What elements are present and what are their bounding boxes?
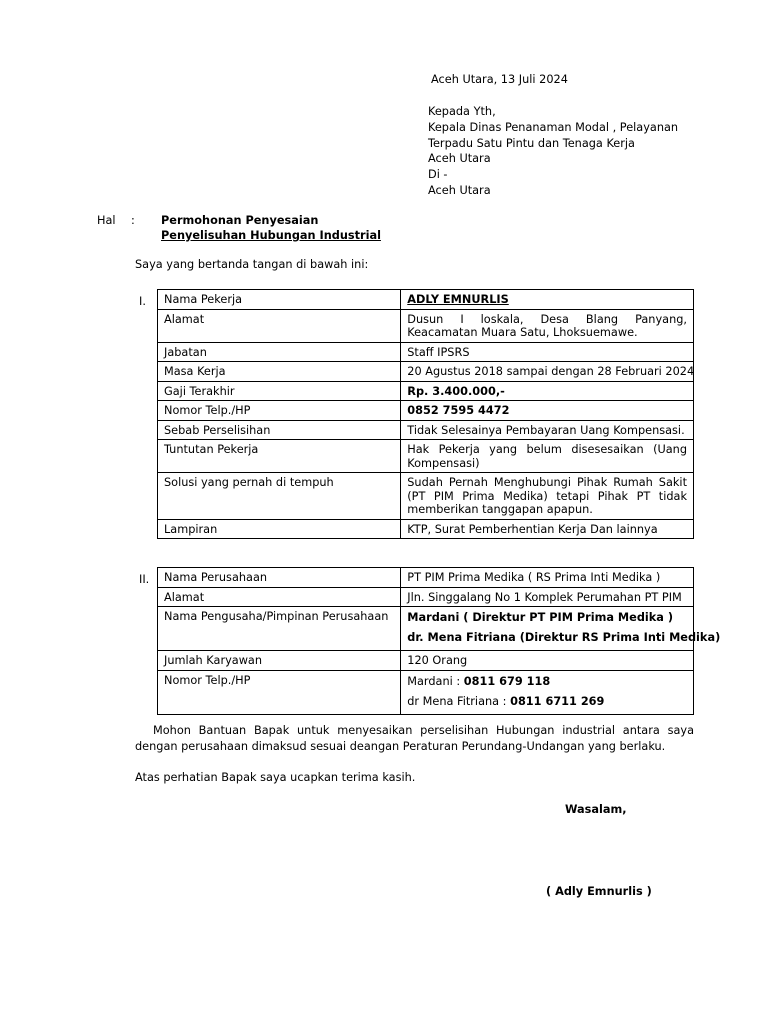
phone-owner: dr Mena Fitriana :	[407, 694, 511, 708]
phone-number: 0811 6711 269	[510, 694, 605, 708]
row-value: 20 Agustus 2018 sampai dengan 28 Februari 2024	[401, 362, 694, 382]
row-label: Sebab Perselisihan	[158, 420, 401, 440]
row-value: 0852 7595 4472	[401, 401, 694, 421]
closing-salutation: Wasalam,	[565, 803, 627, 816]
section-1-numeral: I.	[139, 295, 146, 308]
table-row	[158, 362, 694, 382]
row-label: Nomor Telp./HP	[158, 401, 401, 421]
row-label: Jabatan	[158, 342, 401, 362]
row-value: 120 Orang	[401, 651, 694, 671]
row-label: Gaji Terakhir	[158, 381, 401, 401]
row-value: Hak Pekerja yang belum disesesaikan (Uang Kompensasi)	[401, 440, 694, 473]
row-value: Sudah Pernah Menghubungi Pihak Rumah Sakit (PT PIM Prima Medika) tetapi Pihak PT tidak memberikan tanggapan apapun.	[401, 473, 694, 520]
row-label: Lampiran	[158, 519, 401, 539]
subject-line-1: Permohonan Penyesaian	[161, 214, 319, 227]
table-row	[158, 440, 694, 473]
row-value: ADLY EMNURLIS	[401, 290, 694, 310]
row-label: Nama Pekerja	[158, 290, 401, 310]
row-value: Rp. 3.400.000,-	[401, 381, 694, 401]
row-label: Jumlah Karyawan	[158, 651, 401, 671]
table-row	[158, 670, 694, 714]
request-paragraph: Mohon Bantuan Bapak untuk menyesaikan perselisihan Hubungan industrial antara saya dengan perusahaan dimaksud sesuai deangan Peraturan Perundang-Undangan yang berlaku.	[135, 724, 694, 753]
company-table	[157, 567, 721, 715]
recipient-line: Di -	[428, 168, 448, 182]
place-date: Aceh Utara, 13 Juli 2024	[431, 73, 568, 86]
recipient-line: Aceh Utara	[428, 183, 491, 197]
leader-line: Mardani ( Direktur PT PIM Prima Medika )	[407, 611, 674, 624]
subject-label: Hal	[97, 214, 116, 227]
row-label: Masa Kerja	[158, 362, 401, 382]
row-label: Nama Pengusaha/Pimpinan Perusahaan	[158, 607, 401, 651]
phone-number: 0811 679 118	[463, 674, 551, 688]
row-label: Tuntutan Pekerja	[158, 440, 401, 473]
table-row	[158, 420, 694, 440]
row-value: KTP, Surat Pemberhentian Kerja Dan lainnya	[401, 519, 694, 539]
table-row	[158, 290, 694, 310]
table-row	[158, 587, 694, 607]
row-label: Solusi yang pernah di tempuh	[158, 473, 401, 520]
worker-table	[157, 289, 694, 539]
table-row	[158, 473, 694, 520]
subject-line-2: Penyelisuhan Hubungan Industrial	[161, 229, 381, 242]
thanks-text: Atas perhatian Bapak saya ucapkan terima kasih.	[135, 771, 416, 784]
recipient-block	[428, 104, 678, 199]
row-value: Dusun I loskala, Desa Blang Panyang, Keacamatan Muara Satu, Lhoksuemawe.	[401, 309, 694, 342]
request-paragraph-wrap	[135, 723, 694, 755]
phone-line	[407, 672, 687, 692]
row-label: Nama Perusahaan	[158, 568, 401, 588]
table-row	[158, 568, 694, 588]
intro-text: Saya yang bertanda tangan di bawah ini:	[135, 258, 369, 271]
subject-colon: :	[131, 214, 135, 227]
row-value: PT PIM Prima Medika ( RS Prima Inti Medika )	[401, 568, 694, 588]
phone-owner: Mardani :	[407, 674, 464, 688]
row-value: Tidak Selesainya Pembayaran Uang Kompensasi.	[401, 420, 694, 440]
row-label: Alamat	[158, 309, 401, 342]
table-row	[158, 401, 694, 421]
table-row	[158, 309, 694, 342]
signature-name: ( Adly Emnurlis )	[546, 885, 652, 898]
row-value: Jln. Singgalang No 1 Komplek Perumahan PT PIM	[401, 587, 694, 607]
table-row	[158, 342, 694, 362]
recipient-line: Terpadu Satu Pintu dan Tenaga Kerja	[428, 136, 635, 150]
recipient-line: Kepala Dinas Penanaman Modal , Pelayanan	[428, 120, 679, 134]
row-value	[401, 670, 694, 714]
table-row	[158, 519, 694, 539]
table-row	[158, 607, 694, 651]
row-value	[401, 607, 721, 651]
row-label: Alamat	[158, 587, 401, 607]
row-label: Nomor Telp./HP	[158, 670, 401, 714]
section-2-numeral: II.	[139, 573, 150, 586]
row-value: Staff IPSRS	[401, 342, 694, 362]
recipient-line: Aceh Utara	[428, 152, 491, 166]
phone-line	[407, 692, 687, 712]
leader-line: dr. Mena Fitriana (Direktur RS Prima Inti Medika)	[407, 631, 721, 644]
table-row	[158, 651, 694, 671]
table-row	[158, 381, 694, 401]
recipient-line: Kepada Yth,	[428, 105, 496, 118]
